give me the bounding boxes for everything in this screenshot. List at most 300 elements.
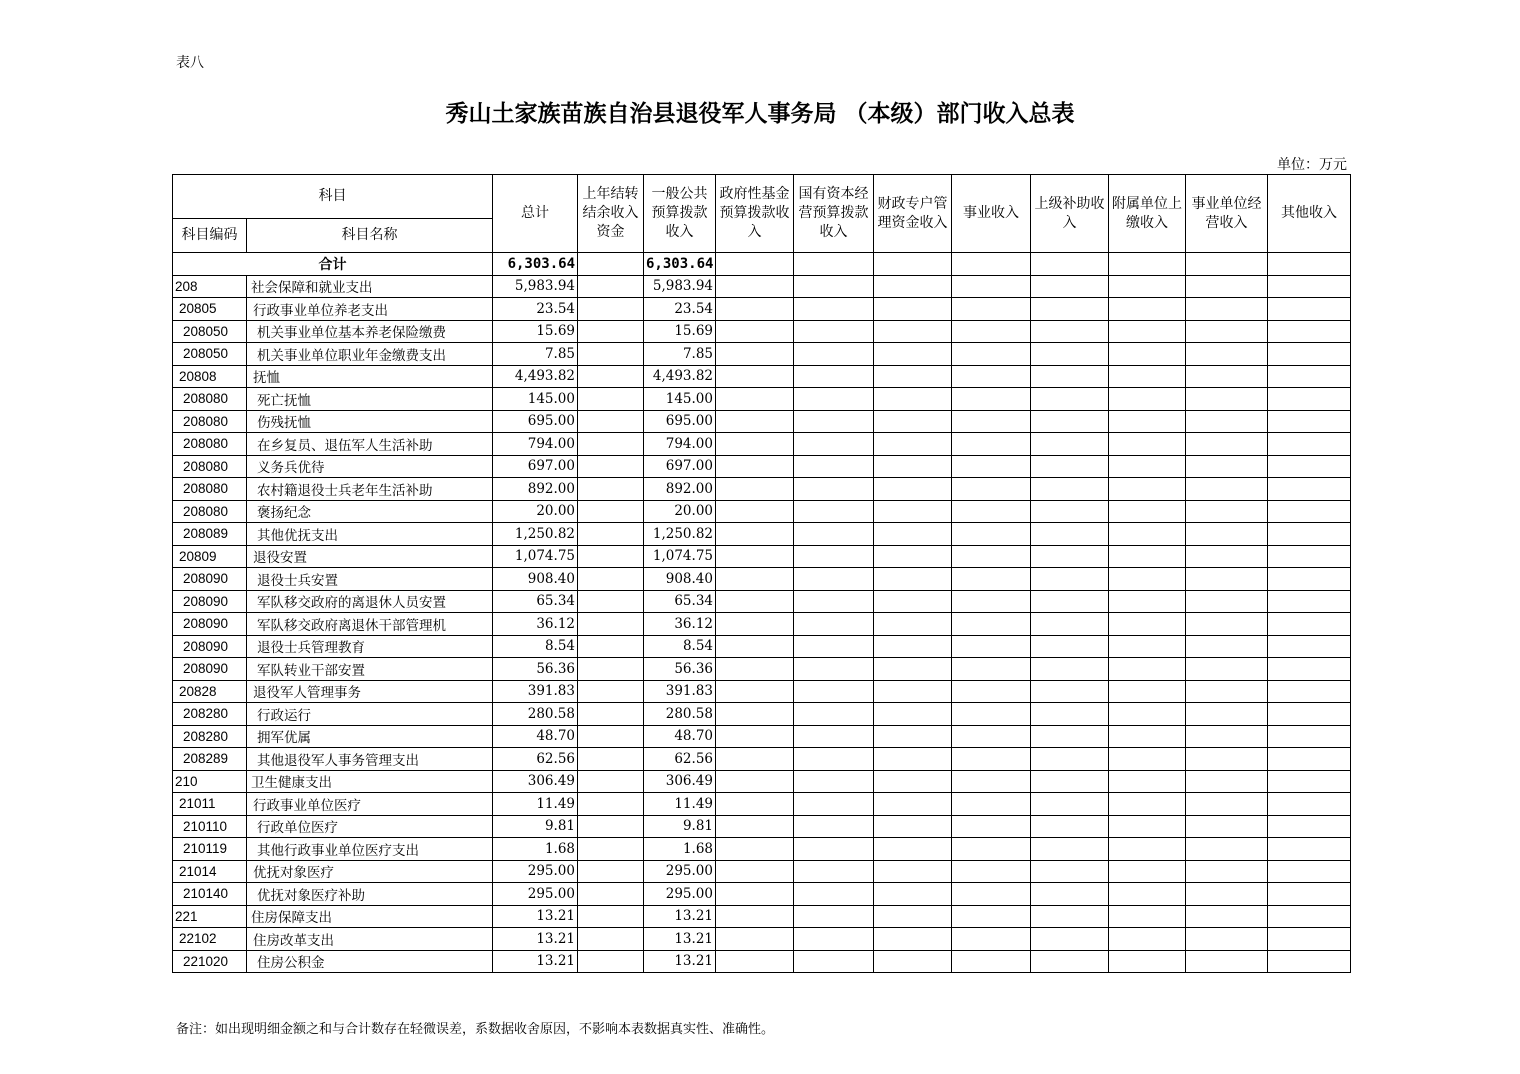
subject-code: 208280 bbox=[173, 703, 247, 726]
page-title: 秀山土家族苗族自治县退役军人事务局 （本级）部门收入总表 bbox=[445, 100, 1075, 127]
empty-cell bbox=[1186, 388, 1268, 411]
general-budget-amount: 1,250.82 bbox=[644, 523, 716, 546]
empty-cell bbox=[1031, 590, 1109, 613]
total-amount: 13.21 bbox=[493, 928, 578, 951]
empty-cell bbox=[1186, 455, 1268, 478]
carryover-cell bbox=[578, 680, 644, 703]
empty-cell bbox=[1186, 500, 1268, 523]
total-amount: 4,493.82 bbox=[493, 365, 578, 388]
empty-cell bbox=[874, 703, 952, 726]
header-affiliate-income: 附属单位上缴收入 bbox=[1109, 175, 1186, 253]
subject-code: 210140 bbox=[173, 883, 247, 906]
empty-cell bbox=[1031, 680, 1109, 703]
empty-cell bbox=[874, 883, 952, 906]
empty-cell bbox=[952, 365, 1031, 388]
general-budget-amount: 11.49 bbox=[644, 793, 716, 816]
carryover-cell bbox=[578, 433, 644, 456]
empty-cell bbox=[1109, 500, 1186, 523]
subject-name: 退役安置 bbox=[247, 545, 493, 568]
empty-cell bbox=[952, 478, 1031, 501]
subject-name: 军队移交政府离退休干部管理机 bbox=[247, 613, 493, 636]
empty-cell bbox=[952, 545, 1031, 568]
empty-cell bbox=[1031, 523, 1109, 546]
empty-cell bbox=[1031, 905, 1109, 928]
carryover-cell bbox=[578, 860, 644, 883]
carryover-cell bbox=[578, 815, 644, 838]
empty-cell bbox=[1268, 275, 1351, 298]
subject-code: 210119 bbox=[173, 838, 247, 861]
carryover-cell bbox=[578, 725, 644, 748]
empty-cell bbox=[716, 545, 794, 568]
empty-cell bbox=[794, 343, 874, 366]
empty-cell bbox=[952, 410, 1031, 433]
empty-cell bbox=[716, 860, 794, 883]
total-amount: 908.40 bbox=[493, 568, 578, 591]
empty-cell bbox=[1031, 433, 1109, 456]
total-row bbox=[173, 253, 1351, 276]
subject-code: 208080 bbox=[173, 478, 247, 501]
table-row bbox=[173, 770, 1351, 793]
empty-cell bbox=[1268, 770, 1351, 793]
empty-cell bbox=[1109, 410, 1186, 433]
empty-cell bbox=[1186, 433, 1268, 456]
table-row bbox=[173, 410, 1351, 433]
empty-cell bbox=[716, 343, 794, 366]
empty-cell bbox=[794, 455, 874, 478]
header-other-income: 其他收入 bbox=[1268, 175, 1351, 253]
empty-cell bbox=[794, 433, 874, 456]
empty-cell bbox=[1109, 658, 1186, 681]
empty-cell bbox=[1186, 635, 1268, 658]
empty-cell bbox=[716, 590, 794, 613]
total-amount: 36.12 bbox=[493, 613, 578, 636]
empty-cell bbox=[716, 793, 794, 816]
total-amount: 1.68 bbox=[493, 838, 578, 861]
empty-cell bbox=[874, 725, 952, 748]
table-row bbox=[173, 860, 1351, 883]
table-row bbox=[173, 815, 1351, 838]
empty-cell bbox=[794, 770, 874, 793]
empty-cell bbox=[1268, 545, 1351, 568]
general-budget-amount: 1,074.75 bbox=[644, 545, 716, 568]
empty-cell bbox=[716, 883, 794, 906]
empty-cell bbox=[1268, 320, 1351, 343]
empty-cell bbox=[1268, 658, 1351, 681]
empty-cell bbox=[874, 275, 952, 298]
empty-cell bbox=[1031, 320, 1109, 343]
empty-cell bbox=[874, 433, 952, 456]
empty-cell bbox=[1186, 905, 1268, 928]
empty-cell bbox=[874, 680, 952, 703]
subject-name: 行政事业单位医疗 bbox=[247, 793, 493, 816]
empty-cell bbox=[952, 320, 1031, 343]
empty-cell bbox=[1186, 703, 1268, 726]
empty-cell bbox=[952, 748, 1031, 771]
empty-cell bbox=[1268, 253, 1351, 276]
empty-cell bbox=[952, 905, 1031, 928]
general-budget-amount: 7.85 bbox=[644, 343, 716, 366]
general-budget-amount: 20.00 bbox=[644, 500, 716, 523]
empty-cell bbox=[1109, 793, 1186, 816]
subject-name: 退役士兵管理教育 bbox=[247, 635, 493, 658]
empty-cell bbox=[874, 568, 952, 591]
empty-cell bbox=[1186, 365, 1268, 388]
empty-cell bbox=[716, 500, 794, 523]
table-row bbox=[173, 748, 1351, 771]
subject-code: 210 bbox=[173, 770, 247, 793]
total-amount: 1,074.75 bbox=[493, 545, 578, 568]
empty-cell bbox=[794, 320, 874, 343]
empty-cell bbox=[1109, 253, 1186, 276]
empty-cell bbox=[1031, 545, 1109, 568]
subject-code: 208050 bbox=[173, 343, 247, 366]
empty-cell bbox=[794, 253, 874, 276]
empty-cell bbox=[716, 320, 794, 343]
total-general-amount: 6,303.64 bbox=[644, 253, 716, 276]
empty-cell bbox=[794, 388, 874, 411]
subject-name: 抚恤 bbox=[247, 365, 493, 388]
total-amount: 13.21 bbox=[493, 905, 578, 928]
unit-label: 单位：万元 bbox=[1277, 157, 1347, 173]
general-budget-amount: 794.00 bbox=[644, 433, 716, 456]
subject-code: 20805 bbox=[173, 298, 247, 321]
total-amount: 697.00 bbox=[493, 455, 578, 478]
empty-cell bbox=[1186, 928, 1268, 951]
empty-cell bbox=[794, 725, 874, 748]
empty-cell bbox=[1268, 950, 1351, 973]
empty-cell bbox=[874, 860, 952, 883]
empty-cell bbox=[1268, 298, 1351, 321]
subject-code: 21014 bbox=[173, 860, 247, 883]
subject-code: 22102 bbox=[173, 928, 247, 951]
empty-cell bbox=[716, 950, 794, 973]
empty-cell bbox=[1031, 838, 1109, 861]
empty-cell bbox=[794, 860, 874, 883]
subject-code: 208090 bbox=[173, 635, 247, 658]
empty-cell bbox=[874, 455, 952, 478]
empty-cell bbox=[874, 838, 952, 861]
subject-code: 208080 bbox=[173, 433, 247, 456]
empty-cell bbox=[952, 523, 1031, 546]
empty-cell bbox=[1186, 568, 1268, 591]
empty-cell bbox=[1031, 568, 1109, 591]
header-name: 科目名称 bbox=[247, 219, 493, 253]
empty-cell bbox=[1031, 613, 1109, 636]
empty-cell bbox=[1109, 748, 1186, 771]
general-budget-amount: 5,983.94 bbox=[644, 275, 716, 298]
carryover-cell bbox=[578, 883, 644, 906]
empty-cell bbox=[1109, 590, 1186, 613]
empty-cell bbox=[1109, 703, 1186, 726]
empty-cell bbox=[794, 635, 874, 658]
empty-cell bbox=[1031, 388, 1109, 411]
carryover-cell bbox=[578, 388, 644, 411]
empty-cell bbox=[874, 343, 952, 366]
empty-cell bbox=[952, 455, 1031, 478]
table-row bbox=[173, 343, 1351, 366]
subject-name: 伤残抚恤 bbox=[247, 410, 493, 433]
empty-cell bbox=[794, 815, 874, 838]
empty-cell bbox=[794, 275, 874, 298]
empty-cell bbox=[952, 298, 1031, 321]
general-budget-amount: 23.54 bbox=[644, 298, 716, 321]
general-budget-amount: 695.00 bbox=[644, 410, 716, 433]
total-amount: 7.85 bbox=[493, 343, 578, 366]
total-amount: 11.49 bbox=[493, 793, 578, 816]
empty-cell bbox=[952, 883, 1031, 906]
empty-cell bbox=[1109, 635, 1186, 658]
table-row bbox=[173, 275, 1351, 298]
empty-cell bbox=[1031, 703, 1109, 726]
table-row bbox=[173, 928, 1351, 951]
general-budget-amount: 697.00 bbox=[644, 455, 716, 478]
general-budget-amount: 8.54 bbox=[644, 635, 716, 658]
empty-cell bbox=[952, 793, 1031, 816]
empty-cell bbox=[1031, 725, 1109, 748]
subject-name: 死亡抚恤 bbox=[247, 388, 493, 411]
empty-cell bbox=[794, 568, 874, 591]
header-business-income: 事业收入 bbox=[952, 175, 1031, 253]
carryover-cell bbox=[578, 658, 644, 681]
carryover-cell bbox=[578, 793, 644, 816]
carryover-cell bbox=[578, 748, 644, 771]
carryover-cell bbox=[578, 500, 644, 523]
total-amount: 48.70 bbox=[493, 725, 578, 748]
subject-name: 义务兵优待 bbox=[247, 455, 493, 478]
empty-cell bbox=[794, 523, 874, 546]
general-budget-amount: 56.36 bbox=[644, 658, 716, 681]
header-operation-income: 事业单位经营收入 bbox=[1186, 175, 1268, 253]
empty-cell bbox=[794, 905, 874, 928]
empty-cell bbox=[1031, 410, 1109, 433]
table-row bbox=[173, 365, 1351, 388]
subject-name: 农村籍退役士兵老年生活补助 bbox=[247, 478, 493, 501]
empty-cell bbox=[1268, 838, 1351, 861]
total-amount: 695.00 bbox=[493, 410, 578, 433]
subject-code: 208080 bbox=[173, 500, 247, 523]
empty-cell bbox=[1031, 658, 1109, 681]
empty-cell bbox=[716, 410, 794, 433]
subject-code: 208090 bbox=[173, 568, 247, 591]
empty-cell bbox=[1031, 298, 1109, 321]
general-budget-amount: 13.21 bbox=[644, 905, 716, 928]
empty-cell bbox=[1186, 523, 1268, 546]
empty-cell bbox=[1109, 860, 1186, 883]
subject-code: 208090 bbox=[173, 613, 247, 636]
empty-cell bbox=[716, 365, 794, 388]
carryover-cell bbox=[578, 455, 644, 478]
empty-cell bbox=[874, 635, 952, 658]
empty-cell bbox=[1109, 770, 1186, 793]
subject-code: 221 bbox=[173, 905, 247, 928]
empty-cell bbox=[874, 545, 952, 568]
empty-cell bbox=[1186, 793, 1268, 816]
empty-cell bbox=[874, 523, 952, 546]
empty-cell bbox=[874, 658, 952, 681]
general-budget-amount: 306.49 bbox=[644, 770, 716, 793]
empty-cell bbox=[874, 905, 952, 928]
empty-cell bbox=[874, 478, 952, 501]
general-budget-amount: 4,493.82 bbox=[644, 365, 716, 388]
empty-cell bbox=[1268, 905, 1351, 928]
general-budget-amount: 892.00 bbox=[644, 478, 716, 501]
empty-cell bbox=[716, 433, 794, 456]
empty-cell bbox=[1186, 680, 1268, 703]
empty-cell bbox=[1109, 545, 1186, 568]
subject-name: 拥军优属 bbox=[247, 725, 493, 748]
empty-cell bbox=[1031, 635, 1109, 658]
empty-cell bbox=[1031, 455, 1109, 478]
empty-cell bbox=[716, 388, 794, 411]
empty-cell bbox=[1268, 478, 1351, 501]
header-subsidy-income: 上级补助收入 bbox=[1031, 175, 1109, 253]
empty-cell bbox=[874, 613, 952, 636]
subject-code: 208289 bbox=[173, 748, 247, 771]
empty-cell bbox=[1109, 388, 1186, 411]
empty-cell bbox=[716, 748, 794, 771]
empty-cell bbox=[1109, 275, 1186, 298]
empty-cell bbox=[794, 478, 874, 501]
empty-cell bbox=[1268, 590, 1351, 613]
table-row bbox=[173, 545, 1351, 568]
empty-cell bbox=[1186, 883, 1268, 906]
general-budget-amount: 295.00 bbox=[644, 860, 716, 883]
empty-cell bbox=[1268, 928, 1351, 951]
header-state-capital: 国有资本经营预算拨款收入 bbox=[794, 175, 874, 253]
carryover-cell bbox=[578, 950, 644, 973]
total-carryover-cell bbox=[578, 253, 644, 276]
empty-cell bbox=[716, 635, 794, 658]
empty-cell bbox=[1268, 455, 1351, 478]
empty-cell bbox=[794, 928, 874, 951]
table-row bbox=[173, 433, 1351, 456]
empty-cell bbox=[794, 590, 874, 613]
empty-cell bbox=[952, 950, 1031, 973]
subject-name: 机关事业单位职业年金缴费支出 bbox=[247, 343, 493, 366]
table-row bbox=[173, 590, 1351, 613]
table-body bbox=[173, 253, 1351, 973]
income-table bbox=[172, 174, 1351, 973]
table-row bbox=[173, 838, 1351, 861]
empty-cell bbox=[952, 590, 1031, 613]
empty-cell bbox=[874, 388, 952, 411]
table-row bbox=[173, 793, 1351, 816]
carryover-cell bbox=[578, 590, 644, 613]
table-row bbox=[173, 725, 1351, 748]
empty-cell bbox=[716, 253, 794, 276]
subject-name: 军队移交政府的离退休人员安置 bbox=[247, 590, 493, 613]
carryover-cell bbox=[578, 928, 644, 951]
total-amount: 280.58 bbox=[493, 703, 578, 726]
empty-cell bbox=[952, 343, 1031, 366]
empty-cell bbox=[1031, 500, 1109, 523]
empty-cell bbox=[1109, 950, 1186, 973]
empty-cell bbox=[874, 365, 952, 388]
total-amount: 1,250.82 bbox=[493, 523, 578, 546]
general-budget-amount: 36.12 bbox=[644, 613, 716, 636]
empty-cell bbox=[1031, 253, 1109, 276]
empty-cell bbox=[716, 275, 794, 298]
total-amount: 65.34 bbox=[493, 590, 578, 613]
general-budget-amount: 145.00 bbox=[644, 388, 716, 411]
empty-cell bbox=[874, 928, 952, 951]
empty-cell bbox=[1186, 253, 1268, 276]
empty-cell bbox=[952, 725, 1031, 748]
empty-cell bbox=[716, 838, 794, 861]
empty-cell bbox=[1268, 343, 1351, 366]
carryover-cell bbox=[578, 635, 644, 658]
empty-cell bbox=[1268, 365, 1351, 388]
empty-cell bbox=[716, 703, 794, 726]
subject-name: 行政运行 bbox=[247, 703, 493, 726]
empty-cell bbox=[1109, 725, 1186, 748]
empty-cell bbox=[1109, 478, 1186, 501]
empty-cell bbox=[716, 568, 794, 591]
empty-cell bbox=[874, 253, 952, 276]
empty-cell bbox=[716, 725, 794, 748]
subject-name: 行政事业单位养老支出 bbox=[247, 298, 493, 321]
empty-cell bbox=[874, 500, 952, 523]
empty-cell bbox=[1186, 725, 1268, 748]
empty-cell bbox=[716, 658, 794, 681]
subject-name: 退役士兵安置 bbox=[247, 568, 493, 591]
total-amount: 306.49 bbox=[493, 770, 578, 793]
empty-cell bbox=[1109, 928, 1186, 951]
total-amount: 8.54 bbox=[493, 635, 578, 658]
empty-cell bbox=[1186, 478, 1268, 501]
empty-cell bbox=[1268, 568, 1351, 591]
carryover-cell bbox=[578, 298, 644, 321]
empty-cell bbox=[874, 748, 952, 771]
empty-cell bbox=[952, 770, 1031, 793]
table-row bbox=[173, 500, 1351, 523]
subject-name: 住房公积金 bbox=[247, 950, 493, 973]
empty-cell bbox=[716, 298, 794, 321]
total-amount: 6,303.64 bbox=[493, 253, 578, 276]
empty-cell bbox=[1031, 928, 1109, 951]
empty-cell bbox=[874, 410, 952, 433]
total-amount: 892.00 bbox=[493, 478, 578, 501]
empty-cell bbox=[1268, 500, 1351, 523]
empty-cell bbox=[794, 658, 874, 681]
empty-cell bbox=[1268, 613, 1351, 636]
subject-name: 住房保障支出 bbox=[247, 905, 493, 928]
carryover-cell bbox=[578, 770, 644, 793]
empty-cell bbox=[1268, 410, 1351, 433]
empty-cell bbox=[952, 928, 1031, 951]
carryover-cell bbox=[578, 523, 644, 546]
empty-cell bbox=[874, 815, 952, 838]
header-gov-fund: 政府性基金预算拨款收入 bbox=[716, 175, 794, 253]
empty-cell bbox=[1031, 770, 1109, 793]
empty-cell bbox=[1109, 613, 1186, 636]
empty-cell bbox=[716, 680, 794, 703]
empty-cell bbox=[952, 635, 1031, 658]
empty-cell bbox=[1186, 815, 1268, 838]
empty-cell bbox=[794, 950, 874, 973]
carryover-cell bbox=[578, 343, 644, 366]
table-row bbox=[173, 883, 1351, 906]
empty-cell bbox=[794, 613, 874, 636]
empty-cell bbox=[1186, 613, 1268, 636]
general-budget-amount: 48.70 bbox=[644, 725, 716, 748]
empty-cell bbox=[874, 950, 952, 973]
empty-cell bbox=[716, 523, 794, 546]
general-budget-amount: 280.58 bbox=[644, 703, 716, 726]
subject-name: 其他退役军人事务管理支出 bbox=[247, 748, 493, 771]
empty-cell bbox=[952, 275, 1031, 298]
subject-name: 住房改革支出 bbox=[247, 928, 493, 951]
